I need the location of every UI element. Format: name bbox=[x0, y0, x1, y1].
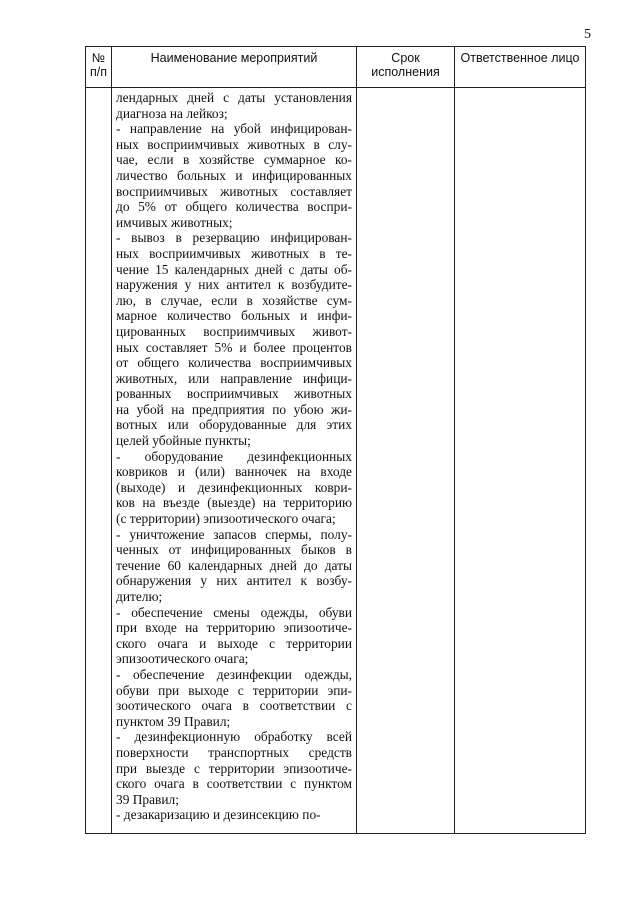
measure-line: ных восприимчивых животных в те- bbox=[116, 245, 352, 261]
measure-line: дителю; bbox=[116, 589, 163, 604]
measure-line: - обеспечение дезинфекции одежды, bbox=[116, 666, 352, 682]
measures-table bbox=[85, 46, 586, 834]
measure-line: ков на въезде (выезде) на территорию bbox=[116, 495, 352, 511]
cell-responsible bbox=[455, 88, 586, 834]
measure-line: ского очага и выходе с территории bbox=[116, 635, 352, 651]
page-number: 5 bbox=[584, 27, 591, 42]
header-num bbox=[86, 47, 112, 88]
measure-line: - уничтожение запасов спермы, полу- bbox=[116, 526, 352, 542]
header-name bbox=[112, 47, 357, 88]
measure-line: вотных или оборудованные для этих bbox=[116, 417, 352, 433]
measure-line: цированных восприимчивых живот- bbox=[116, 323, 352, 339]
measure-line: - дезакаризацию и дезинсекцию по- bbox=[116, 807, 321, 823]
measure-line: ченных от инфицированных быков в bbox=[116, 542, 352, 558]
table-header-row bbox=[86, 47, 586, 88]
measure-line: - дезинфекционную обработку всей bbox=[116, 729, 352, 745]
measure-line: - обеспечение смены одежды, обуви bbox=[116, 604, 352, 620]
measure-line: эпизоотического очага; bbox=[116, 651, 249, 667]
measure-line: ных составляет 5% и более процентов bbox=[116, 339, 352, 355]
measure-line: личество больных и инфицированных bbox=[116, 167, 352, 183]
measure-line: диагноза на лейкоз; bbox=[116, 105, 228, 121]
measure-line: обнаружения у них антител к возбу- bbox=[116, 573, 352, 589]
measure-line: (выходе) и дезинфекционных коври- bbox=[116, 479, 352, 495]
measure-line: на убой на предприятия по убою жи- bbox=[116, 401, 352, 417]
measure-line: поверхности транспортных средств bbox=[116, 744, 352, 760]
measure-line: ского очага в соответствии с пунктом bbox=[116, 776, 352, 792]
header-responsible-label: Ответственное лицо bbox=[460, 51, 580, 65]
measure-line: 39 Правил; bbox=[116, 791, 179, 807]
measure-line: чение 15 календарных дней с даты об- bbox=[116, 261, 352, 277]
measure-line: при входе на территорию эпизоотиче- bbox=[116, 620, 352, 636]
header-term bbox=[357, 47, 455, 88]
measure-line: имчивых животных; bbox=[116, 214, 233, 230]
measure-line: лю, в случае, если в хозяйстве сум- bbox=[116, 292, 352, 308]
measure-line: до 5% от общего количества воспри- bbox=[116, 199, 352, 215]
header-term-label: Срок исполнения bbox=[371, 51, 440, 79]
measure-line: животных, или направление инфици- bbox=[116, 370, 352, 386]
measure-line: марное количество больных и инфи- bbox=[116, 308, 352, 324]
header-responsible bbox=[455, 47, 586, 88]
measure-line: лендарных дней с даты установления bbox=[116, 90, 352, 105]
cell-measures bbox=[112, 88, 357, 834]
header-name-label: Наименование мероприятий bbox=[150, 51, 318, 65]
measure-line: чае, если в хозяйстве суммарное ко- bbox=[116, 152, 352, 168]
cell-term bbox=[357, 88, 455, 834]
measure-line: ковриков и (или) ванночек на входе bbox=[116, 464, 352, 480]
measure-line: ных восприимчивых животных в слу- bbox=[116, 136, 352, 152]
measure-line: течение 60 календарных дней до даты bbox=[116, 557, 352, 573]
measure-line: обуви при выходе с территории эпи- bbox=[116, 682, 352, 698]
measure-line: пунктом 39 Правил; bbox=[116, 713, 231, 729]
header-num-label: № п/п bbox=[89, 51, 107, 79]
measures-text bbox=[112, 88, 356, 823]
measure-line: целей убойные пункты; bbox=[116, 433, 251, 449]
measure-line: восприимчивых животных составляет bbox=[116, 183, 352, 199]
measure-line: - направление на убой инфицирован- bbox=[116, 121, 352, 137]
measure-line: - вывоз в резервацию инфицирован- bbox=[116, 230, 352, 246]
measure-line: рованных восприимчивых животных bbox=[116, 386, 352, 402]
table-row bbox=[86, 88, 586, 834]
measure-line: зоотического очага в соответствии с bbox=[116, 698, 352, 714]
measure-line: при выезде с территории эпизоотиче- bbox=[116, 760, 352, 776]
cell-num bbox=[86, 88, 112, 834]
measure-line: (с территории) эпизоотического очага; bbox=[116, 511, 336, 527]
measure-line: от общего количества восприимчивых bbox=[116, 355, 352, 371]
measure-line: наружения у них антител к возбудите- bbox=[116, 277, 352, 293]
measure-line: - оборудование дезинфекционных bbox=[116, 448, 352, 464]
